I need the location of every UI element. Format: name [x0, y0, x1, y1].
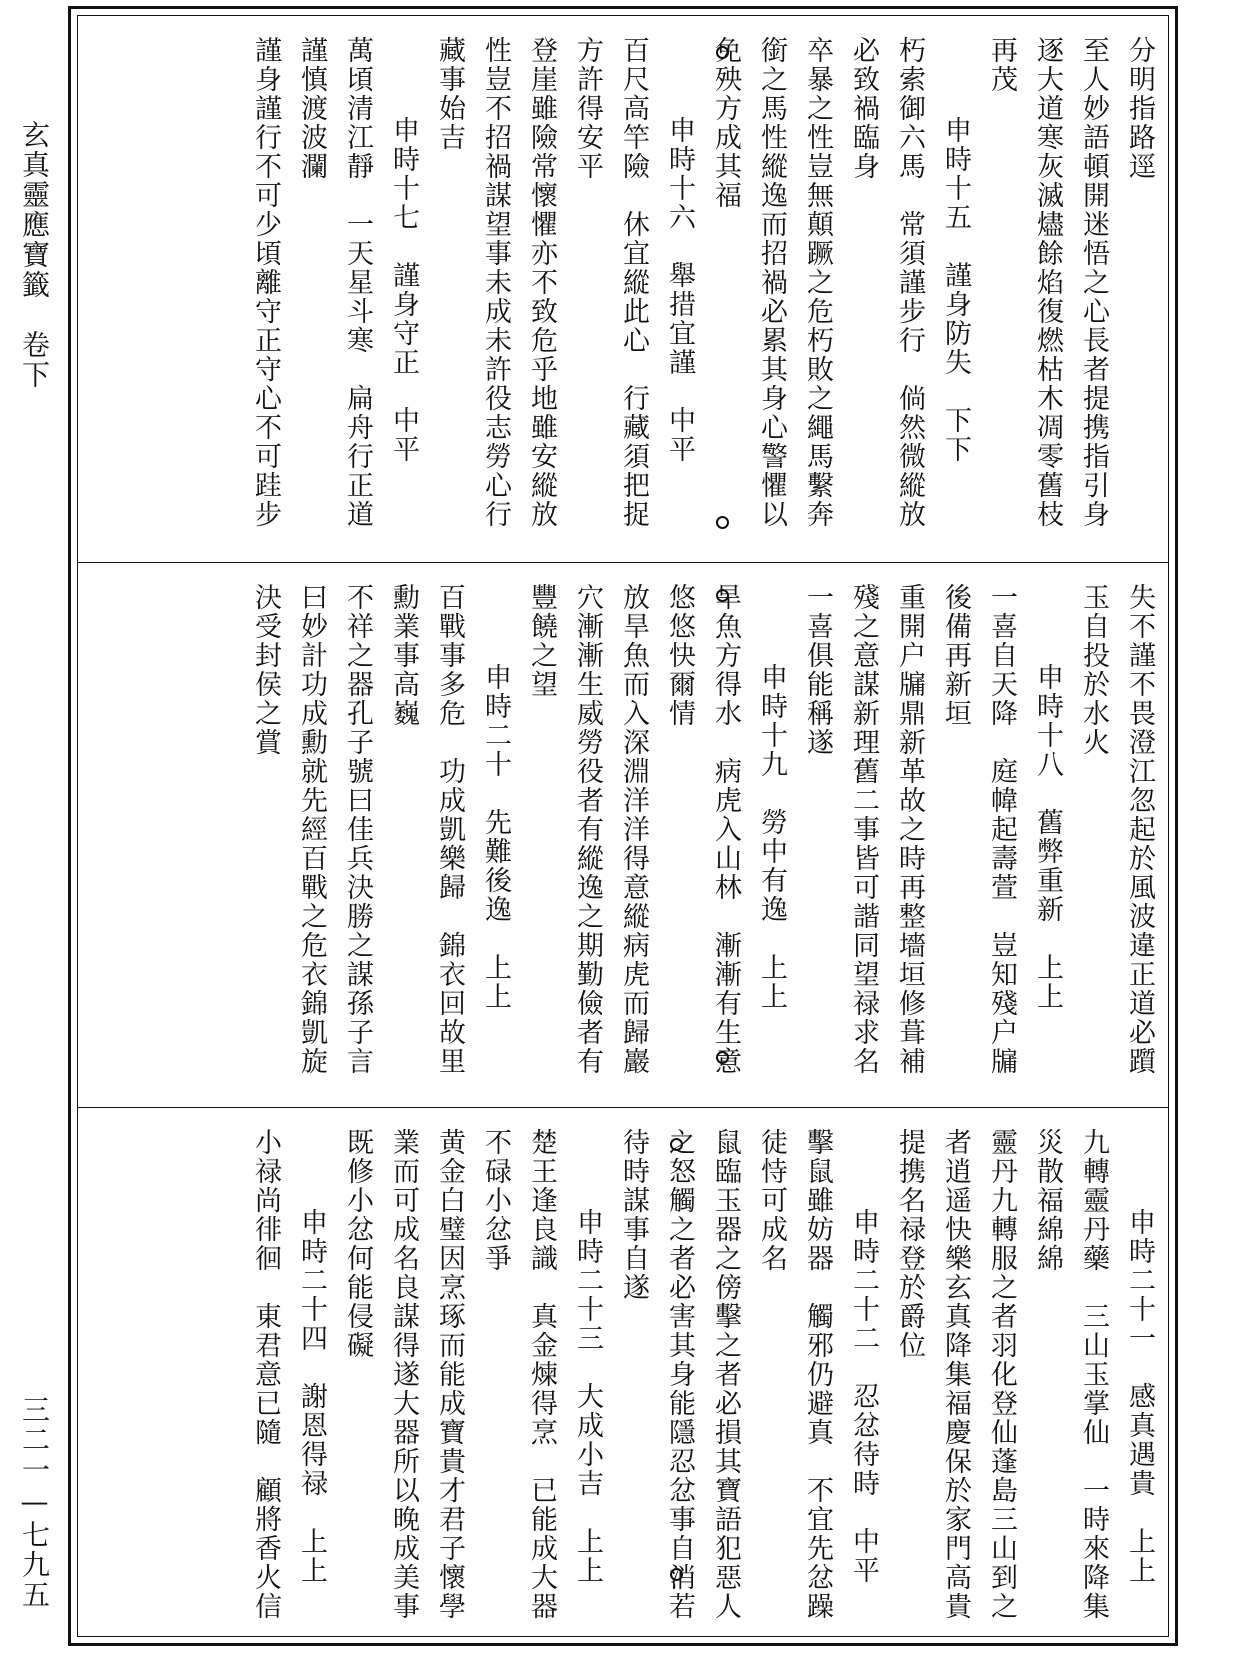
- text-column: 既修小忿何能侵礙: [342, 1128, 373, 1360]
- text-column: 擊鼠雖妨器 觸邪仍避真 不宜先忿躁: [802, 1128, 833, 1621]
- lot-heading: 申時十九 勞中有逸 上上: [756, 663, 787, 1011]
- lot-heading: 申時二十三 大成小吉 上上: [572, 1208, 603, 1585]
- page-frame: [68, 6, 1178, 1646]
- lot-heading: 申時二十一 感真遇貴 上上: [1124, 1208, 1155, 1585]
- section-circle-mark: [670, 1568, 683, 1581]
- text-column: 穴漸漸生威勞役者有縱逸之期勤儉者有: [572, 583, 603, 1076]
- section-circle-mark: [716, 46, 729, 59]
- book-title: 玄真靈應寶籤 卷下: [18, 120, 51, 390]
- text-column: 九轉靈丹藥 三山玉掌仙 一時來降集: [1078, 1128, 1109, 1621]
- text-column: 小禄尚徘徊 東君意已隨 顧將香火信: [250, 1128, 281, 1621]
- text-column: 性豈不招禍謀望事未成未許役志勞心行: [480, 36, 511, 529]
- text-column: 必致禍臨身: [848, 36, 879, 181]
- text-frame: [77, 15, 1169, 1637]
- lot-heading: 申時十八 舊弊重新 上上: [1032, 663, 1063, 1011]
- text-column: 悠悠快爾情: [664, 583, 695, 728]
- text-column: 百戰事多危 功成凱樂歸 錦衣回故里: [434, 583, 465, 1076]
- lot-heading: 申時二十二 忍忿待時 中平: [848, 1208, 879, 1585]
- text-column: 重開户牖鼎新革故之時再整墻垣修葺補: [894, 583, 925, 1076]
- text-column: 決受封侯之賞: [250, 583, 281, 757]
- text-column: 豐饒之望: [526, 583, 557, 699]
- text-column: 後備再新垣: [940, 583, 971, 728]
- text-column: 徒恃可成名: [756, 1128, 787, 1273]
- text-column: 黄金白璧因烹琢而能成寶貴才君子懷學: [434, 1128, 465, 1621]
- text-column: 朽索御六馬 常須謹步行 倘然微縱放: [894, 36, 925, 529]
- text-column: 逐大道寒灰滅燼餘焰復燃枯木凋零舊枝: [1032, 36, 1063, 529]
- lot-heading: 申時十五 謹身防失 下下: [940, 116, 971, 464]
- text-column: 旱魚方得水 病虎入山林 漸漸有生意: [710, 583, 741, 1076]
- text-column: 至人妙語頓開迷悟之心長者提携指引身: [1078, 36, 1109, 529]
- text-column: 待時謀事自遂: [618, 1128, 649, 1302]
- lot-heading: 申時十六 舉措宜謹 中平: [664, 116, 695, 464]
- text-column: 勳業事高巍: [388, 583, 419, 728]
- section-circle-mark: [670, 1138, 683, 1151]
- text-band-2: [78, 562, 1168, 1108]
- lot-heading: 申時二十 先難後逸 上上: [480, 663, 511, 1011]
- text-band-1: [78, 16, 1168, 562]
- text-column: 一喜自天降 庭幃起壽萱 豈知殘户牖: [986, 583, 1017, 1076]
- text-column: 卒暴之性豈無顛蹶之危朽敗之繩馬繫奔: [802, 36, 833, 529]
- text-column: 藏事始吉: [434, 36, 465, 152]
- text-column: 鼠臨玉器之傍擊之者必損其寶語犯惡人: [710, 1128, 741, 1621]
- text-column: 殘之意謀新理舊二事皆可諧同望禄求名: [848, 583, 879, 1076]
- text-column: 免殃方成其福: [710, 36, 741, 210]
- text-band-3: [78, 1107, 1168, 1636]
- text-column: 謹身謹行不可少頃離守正守心不可跬步: [250, 36, 281, 529]
- text-column: 楚王逢良識 真金煉得烹 已能成大器: [526, 1128, 557, 1621]
- text-column: 失不謹不畏澄江忽起於風波違正道必躓: [1124, 583, 1155, 1076]
- text-column: 業而可成名良謀得遂大器所以晚成美事: [388, 1128, 419, 1621]
- text-column: 災散福綿綿: [1032, 1128, 1063, 1273]
- text-column: 者逍遥快樂玄真降集福慶保於家門高貴: [940, 1128, 971, 1621]
- text-column: 謹慎渡波瀾: [296, 36, 327, 181]
- lot-heading: 申時十七 謹身守正 中平: [388, 116, 419, 464]
- page-number: 三二一—七九五: [18, 1395, 51, 1610]
- text-column: 玉自投於水火: [1078, 583, 1109, 757]
- text-column: 曰妙計功成勳就先經百戰之危衣錦凱旋: [296, 583, 327, 1076]
- text-column: 不祥之器孔子號曰佳兵決勝之謀孫子言: [342, 583, 373, 1076]
- lot-heading: 申時二十四 謝恩得禄 上上: [296, 1208, 327, 1585]
- text-column: 靈丹九轉服之者羽化登仙蓬島三山到之: [986, 1128, 1017, 1621]
- text-column: 不碌小忿爭: [480, 1128, 511, 1273]
- section-circle-mark: [716, 516, 729, 529]
- text-column: 再茂: [986, 36, 1017, 94]
- text-column: 方許得安平: [572, 36, 603, 181]
- text-column: 提携名禄登於爵位: [894, 1128, 925, 1360]
- section-circle-mark: [716, 1051, 729, 1064]
- text-column: 分明指路逕: [1124, 36, 1155, 181]
- text-column: 登崖雖險常懷懼亦不致危乎地雖安縱放: [526, 36, 557, 529]
- text-column: 銜之馬性縱逸而招禍必累其身心警懼以: [756, 36, 787, 529]
- section-circle-mark: [716, 589, 729, 602]
- text-column: 之怒觸之者必害其身能隱忍忿事自消若: [664, 1128, 695, 1621]
- text-column: 放旱魚而入深淵洋洋得意縱病虎而歸巖: [618, 583, 649, 1076]
- text-column: 萬頃清江靜 一天星斗寒 扁舟行正道: [342, 36, 373, 529]
- text-column: 一喜俱能稱遂: [802, 583, 833, 757]
- text-column: 百尺高竿險 休宜縱此心 行藏須把捉: [618, 36, 649, 529]
